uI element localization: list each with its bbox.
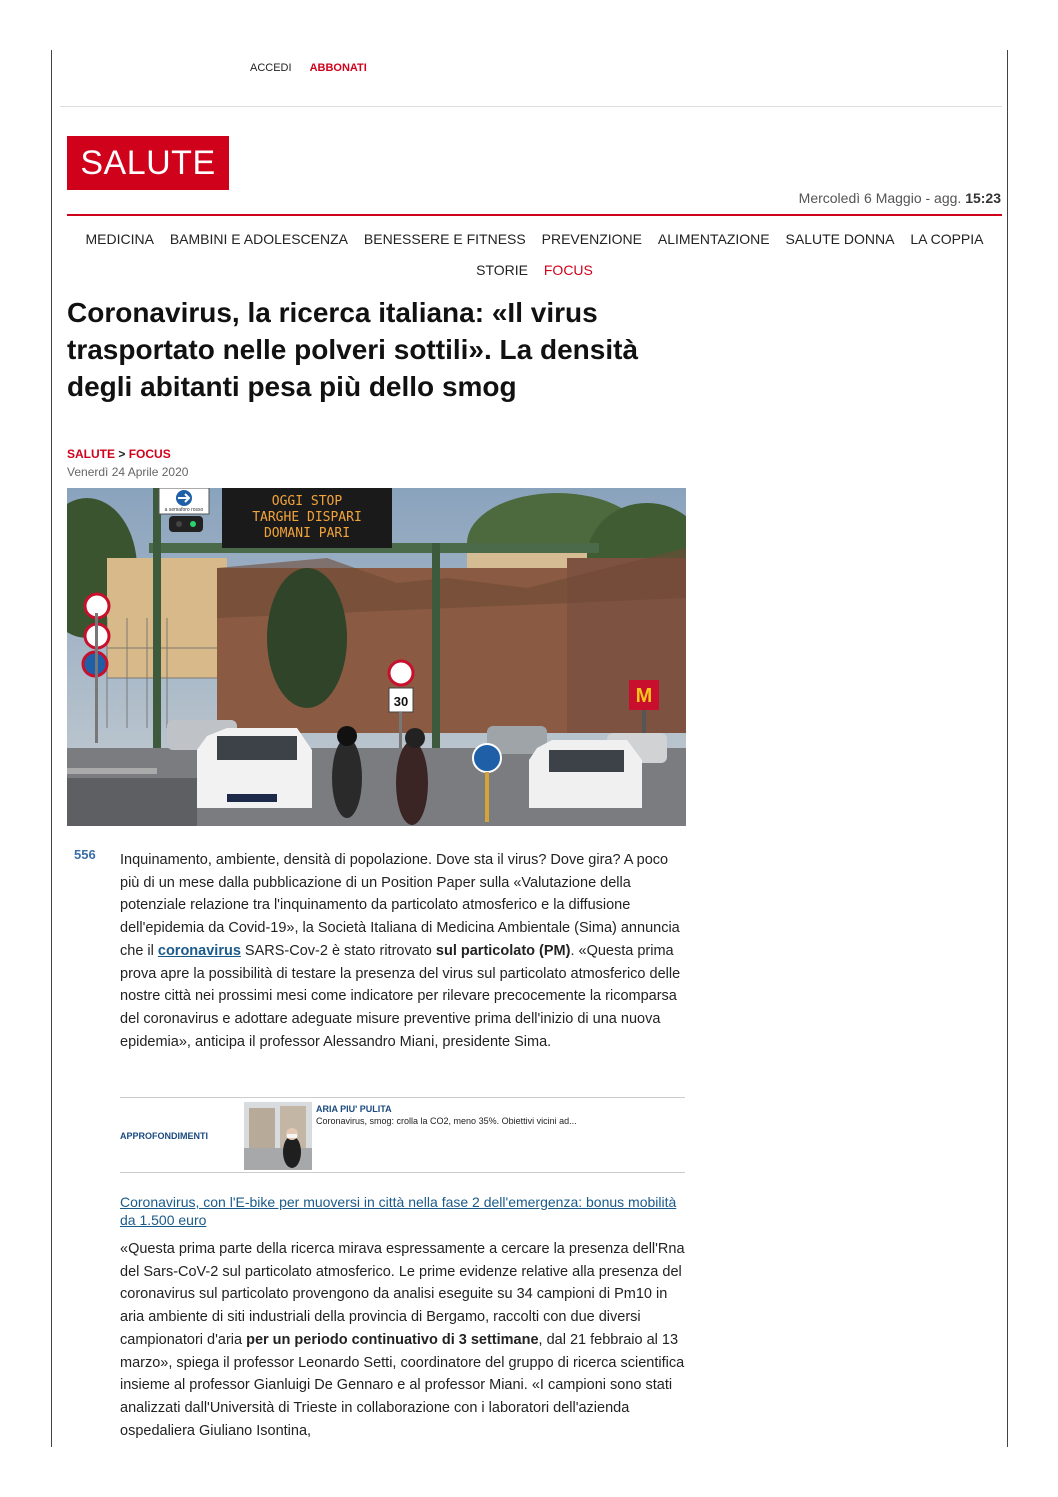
related-label: APPROFONDIMENTI bbox=[120, 1131, 209, 1141]
article-title: Coronavirus, la ricerca italiana: «Il virus trasportato nelle polveri sottili». La densità degli abitanti pesa più dello smog bbox=[67, 297, 639, 402]
p1-text-c: . «Questa prima prova apre la possibilità di testare la presenza del virus sul particolato atmosferico delle nostre città nei prossimi mesi come indicatore per rilevare precocemente la ricomparsa del coronavirus e adottare adeguate misure preventive prima dell'inizio di una nuova epidemia», anticipa il professor Alessandro Miani, presidente Sima. bbox=[120, 942, 681, 1050]
section-nav bbox=[67, 224, 1002, 286]
nav-item-alimentazione[interactable]: ALIMENTAZIONE bbox=[657, 231, 770, 247]
related-kicker[interactable]: ARIA PIU' PULITA bbox=[316, 1104, 392, 1114]
p2-text-b: , dal 21 febbraio al 13 marzo», spiega il professor Leonardo Setti, coordinatore del gruppo di ricerca scientifica insieme al professor Gianluigi De Gennaro e al professor Miani. «I campioni sono stati analizzati dall'Università di Trieste in collaborazione con i laboratori dell'azienda ospedaliera Giuliano Isontina, bbox=[120, 1331, 685, 1439]
comment-count[interactable]: 556 bbox=[74, 847, 96, 862]
breadcrumb-separator: > bbox=[118, 447, 126, 461]
breadcrumb-section[interactable]: SALUTE bbox=[67, 447, 115, 461]
small-sign-text: a semaforo rosso bbox=[164, 507, 204, 513]
breadcrumb-subsection[interactable]: FOCUS bbox=[128, 447, 171, 461]
speed-limit-text: 30 bbox=[393, 694, 409, 709]
page-border-right bbox=[1007, 50, 1008, 1447]
update-time: 15:23 bbox=[965, 190, 1001, 206]
p1-text-a: Inquinamento, ambiente, densità di popolazione. Dove sta il virus? Dove gira? A poco più di un mese dalla pubblicazione di un Position Paper sulla «Valutazione della potenziale relazione tra l'inquinamento da particolato atmosferico e la diffusione dell'epidemia da Covid-19», la Società Italiana di Medicina Ambientale (Sima) annuncia che il bbox=[120, 852, 680, 959]
p1-text-b: SARS-Cov-2 è stato ritrovato bbox=[240, 942, 436, 959]
sign-line-1: OGGI STOP bbox=[271, 494, 343, 509]
nav-item-la-coppia[interactable]: LA COPPIA bbox=[910, 231, 984, 247]
article-date: Venerdì 24 Aprile 2020 bbox=[67, 465, 189, 479]
nav-item-storie[interactable]: STORIE bbox=[476, 262, 528, 278]
update-timestamp bbox=[799, 190, 1001, 206]
ebike-article-link[interactable]: Coronavirus, con l'E-bike per muoversi in città nella fase 2 dell'emergenza: bonus mobilità da 1.500 euro bbox=[120, 1194, 677, 1228]
article-photo bbox=[67, 488, 686, 826]
p2-text-a: «Questa prima parte della ricerca mirava espressamente a cercare la presenza dell'Rna del Sars-CoV-2 sul particolato atmosferico. Le prime evidenze relative alla presenza del coronavirus sul particolato provengono da analisi eseguite su 34 campioni di Pm10 in aria ambiente di siti industriali della provincia di Bergamo, raccolti con due diversi campionatori d'aria bbox=[120, 1241, 685, 1348]
top-bar bbox=[250, 62, 367, 74]
related-title[interactable]: Coronavirus, smog: crolla la CO2, meno 35%. Obiettivi vicini ad... bbox=[316, 1116, 577, 1126]
topbar-divider bbox=[60, 106, 1002, 107]
svg-text:M: M bbox=[635, 685, 653, 707]
nav-item-medicina[interactable]: MEDICINA bbox=[85, 231, 154, 247]
article-paragraph-1 bbox=[120, 849, 685, 1053]
sign-line-2: TARGHE DISPARI bbox=[252, 510, 362, 525]
sign-line-3: DOMANI PARI bbox=[263, 526, 351, 541]
section-logo[interactable]: SALUTE bbox=[67, 136, 229, 190]
breadcrumb bbox=[67, 447, 171, 461]
coronavirus-link[interactable]: coronavirus bbox=[157, 942, 241, 959]
update-date: Mercoledì 6 Maggio - agg. bbox=[798, 190, 962, 206]
related-box[interactable] bbox=[120, 1097, 685, 1173]
subscribe-link[interactable]: ABBONATI bbox=[309, 62, 367, 74]
nav-item-benessere[interactable]: BENESSERE E FITNESS bbox=[363, 231, 526, 247]
p1-bold: sul particolato (PM) bbox=[435, 942, 571, 959]
nav-item-salute-donna[interactable]: SALUTE DONNA bbox=[785, 231, 895, 247]
nav-item-prevenzione[interactable]: PREVENZIONE bbox=[541, 231, 642, 247]
login-link[interactable]: ACCEDI bbox=[250, 62, 292, 74]
p2-bold: per un periodo continuativo di 3 settimane bbox=[246, 1331, 539, 1348]
nav-item-bambini[interactable]: BAMBINI E ADOLESCENZA bbox=[169, 231, 349, 247]
nav-item-focus[interactable]: FOCUS bbox=[543, 262, 593, 278]
related-thumbnail[interactable] bbox=[244, 1102, 312, 1170]
page-border-left bbox=[51, 50, 52, 1447]
nav-rule bbox=[67, 214, 1002, 216]
article-paragraph-2 bbox=[120, 1238, 685, 1442]
